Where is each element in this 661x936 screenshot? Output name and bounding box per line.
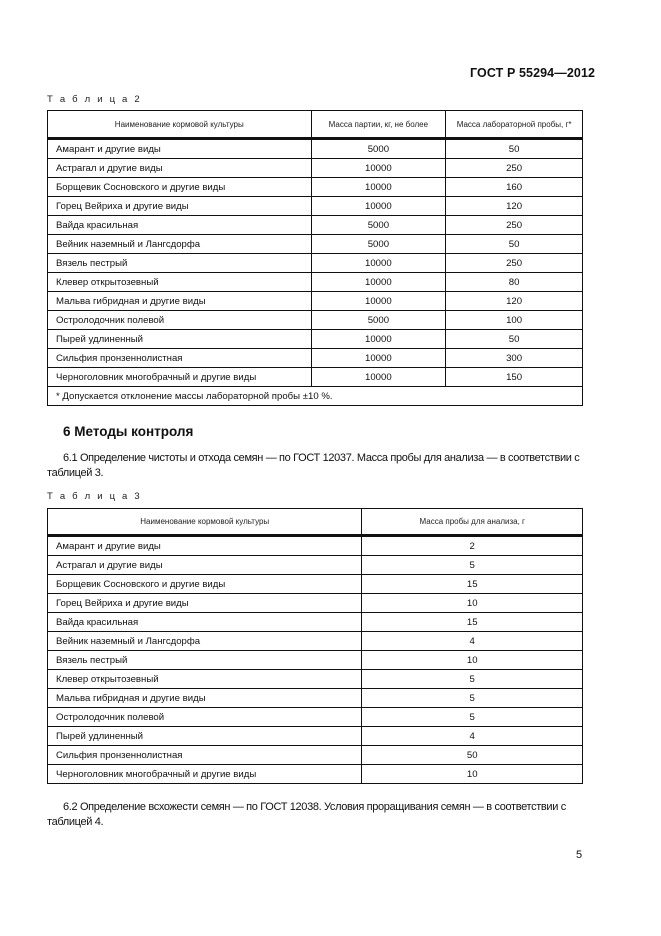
table2-row <box>48 178 583 197</box>
table-2-caption: Т а б л и ц а 2 <box>47 94 142 105</box>
value-cell: 10000 <box>311 159 446 178</box>
value-cell: 150 <box>446 368 583 387</box>
table3-row <box>48 765 583 784</box>
crop-name-cell: Сильфия пронзеннолистная <box>48 349 312 368</box>
table-2-header-lab-sample-mass: Масса лабораторной пробы, г* <box>446 111 583 139</box>
table2-row <box>48 159 583 178</box>
value-cell: 250 <box>446 254 583 273</box>
value-cell: 5000 <box>311 216 446 235</box>
table3-row <box>48 594 583 613</box>
value-cell: 10000 <box>311 178 446 197</box>
value-cell: 5 <box>362 556 583 575</box>
crop-name-cell: Клевер открытозевный <box>48 273 312 292</box>
value-cell: 160 <box>446 178 583 197</box>
paragraph-6-1-text: 6.1 Определение чистоты и отхода семян — по ГОСТ 12037. Масса пробы для анализа — в соответствии с таблицей 3. <box>47 452 580 479</box>
value-cell: 120 <box>446 197 583 216</box>
value-cell: 250 <box>446 216 583 235</box>
table2-row <box>48 311 583 330</box>
table3-row <box>48 575 583 594</box>
table2-row <box>48 139 583 159</box>
value-cell: 5 <box>362 708 583 727</box>
crop-name-cell: Мальва гибридная и другие виды <box>48 689 362 708</box>
table2-row <box>48 216 583 235</box>
crop-name-cell: Борщевик Сосновского и другие виды <box>48 575 362 594</box>
value-cell: 5 <box>362 689 583 708</box>
table3-row <box>48 746 583 765</box>
crop-name-cell: Сильфия пронзеннолистная <box>48 746 362 765</box>
table3-row <box>48 613 583 632</box>
value-cell: 50 <box>446 330 583 349</box>
table2-row <box>48 349 583 368</box>
crop-name-cell: Горец Вейриха и другие виды <box>48 594 362 613</box>
table3-row <box>48 651 583 670</box>
table3-row <box>48 536 583 556</box>
value-cell: 300 <box>446 349 583 368</box>
crop-name-cell: Черноголовник многобрачный и другие виды <box>48 368 312 387</box>
value-cell: 5000 <box>311 235 446 254</box>
value-cell: 4 <box>362 632 583 651</box>
paragraph-6-1 <box>47 451 583 481</box>
crop-name-cell: Остролодочник полевой <box>48 311 312 330</box>
table3-row <box>48 632 583 651</box>
table2-row <box>48 273 583 292</box>
value-cell: 5000 <box>311 139 446 159</box>
value-cell: 10000 <box>311 368 446 387</box>
table2-row <box>48 197 583 216</box>
value-cell: 10000 <box>311 292 446 311</box>
crop-name-cell: Пырей удлиненный <box>48 330 312 349</box>
value-cell: 250 <box>446 159 583 178</box>
value-cell: 120 <box>446 292 583 311</box>
crop-name-cell: Вайда красильная <box>48 613 362 632</box>
table-3-header-crop-name: Наименование кормовой культуры <box>48 509 362 536</box>
value-cell: 15 <box>362 613 583 632</box>
paragraph-6-2 <box>47 800 583 830</box>
table3-row <box>48 556 583 575</box>
crop-name-cell: Черноголовник многобрачный и другие виды <box>48 765 362 784</box>
value-cell: 50 <box>362 746 583 765</box>
document-code-header: ГОСТ Р 55294—2012 <box>470 66 596 80</box>
value-cell: 50 <box>446 235 583 254</box>
page-number: 5 <box>576 849 583 861</box>
crop-name-cell: Вязель пестрый <box>48 651 362 670</box>
crop-name-cell: Остролодочник полевой <box>48 708 362 727</box>
crop-name-cell: Борщевик Сосновского и другие виды <box>48 178 312 197</box>
table-2-header-crop-name: Наименование кормовой культуры <box>48 111 312 139</box>
crop-name-cell: Мальва гибридная и другие виды <box>48 292 312 311</box>
value-cell: 10000 <box>311 197 446 216</box>
value-cell: 5 <box>362 670 583 689</box>
value-cell: 50 <box>446 139 583 159</box>
crop-name-cell: Вейник наземный и Лангсдорфа <box>48 235 312 254</box>
table3-row <box>48 727 583 746</box>
table-3-header-analysis-mass: Масса пробы для анализа, г <box>362 509 583 536</box>
value-cell: 10 <box>362 651 583 670</box>
table3-row <box>48 708 583 727</box>
crop-name-cell: Вейник наземный и Лангсдорфа <box>48 632 362 651</box>
table-2 <box>47 110 583 406</box>
crop-name-cell: Вайда красильная <box>48 216 312 235</box>
value-cell: 10 <box>362 594 583 613</box>
table-2-header-batch-mass: Масса партии, кг, не более <box>311 111 446 139</box>
value-cell: 15 <box>362 575 583 594</box>
value-cell: 80 <box>446 273 583 292</box>
value-cell: 4 <box>362 727 583 746</box>
crop-name-cell: Пырей удлиненный <box>48 727 362 746</box>
table-2-footnote: * Допускается отклонение массы лабораторной пробы ±10 %. <box>48 387 583 406</box>
crop-name-cell: Астрагал и другие виды <box>48 556 362 575</box>
table-3-caption: Т а б л и ц а 3 <box>47 491 142 502</box>
value-cell: 10 <box>362 765 583 784</box>
table3-row <box>48 670 583 689</box>
value-cell: 10000 <box>311 330 446 349</box>
value-cell: 5000 <box>311 311 446 330</box>
table-3 <box>47 508 583 784</box>
crop-name-cell: Горец Вейриха и другие виды <box>48 197 312 216</box>
value-cell: 100 <box>446 311 583 330</box>
table2-row <box>48 368 583 387</box>
value-cell: 10000 <box>311 254 446 273</box>
table2-row <box>48 292 583 311</box>
table2-row <box>48 330 583 349</box>
crop-name-cell: Астрагал и другие виды <box>48 159 312 178</box>
crop-name-cell: Амарант и другие виды <box>48 536 362 556</box>
value-cell: 2 <box>362 536 583 556</box>
crop-name-cell: Амарант и другие виды <box>48 139 312 159</box>
crop-name-cell: Клевер открытозевный <box>48 670 362 689</box>
value-cell: 10000 <box>311 349 446 368</box>
table2-row <box>48 235 583 254</box>
section-6-title: 6 Методы контроля <box>63 424 194 439</box>
crop-name-cell: Вязель пестрый <box>48 254 312 273</box>
value-cell: 10000 <box>311 273 446 292</box>
table3-row <box>48 689 583 708</box>
table2-row <box>48 254 583 273</box>
paragraph-6-2-text: 6.2 Определение всхожести семян — по ГОСТ 12038. Условия проращивания семян — в соответствии с таблицей 4. <box>47 801 566 828</box>
